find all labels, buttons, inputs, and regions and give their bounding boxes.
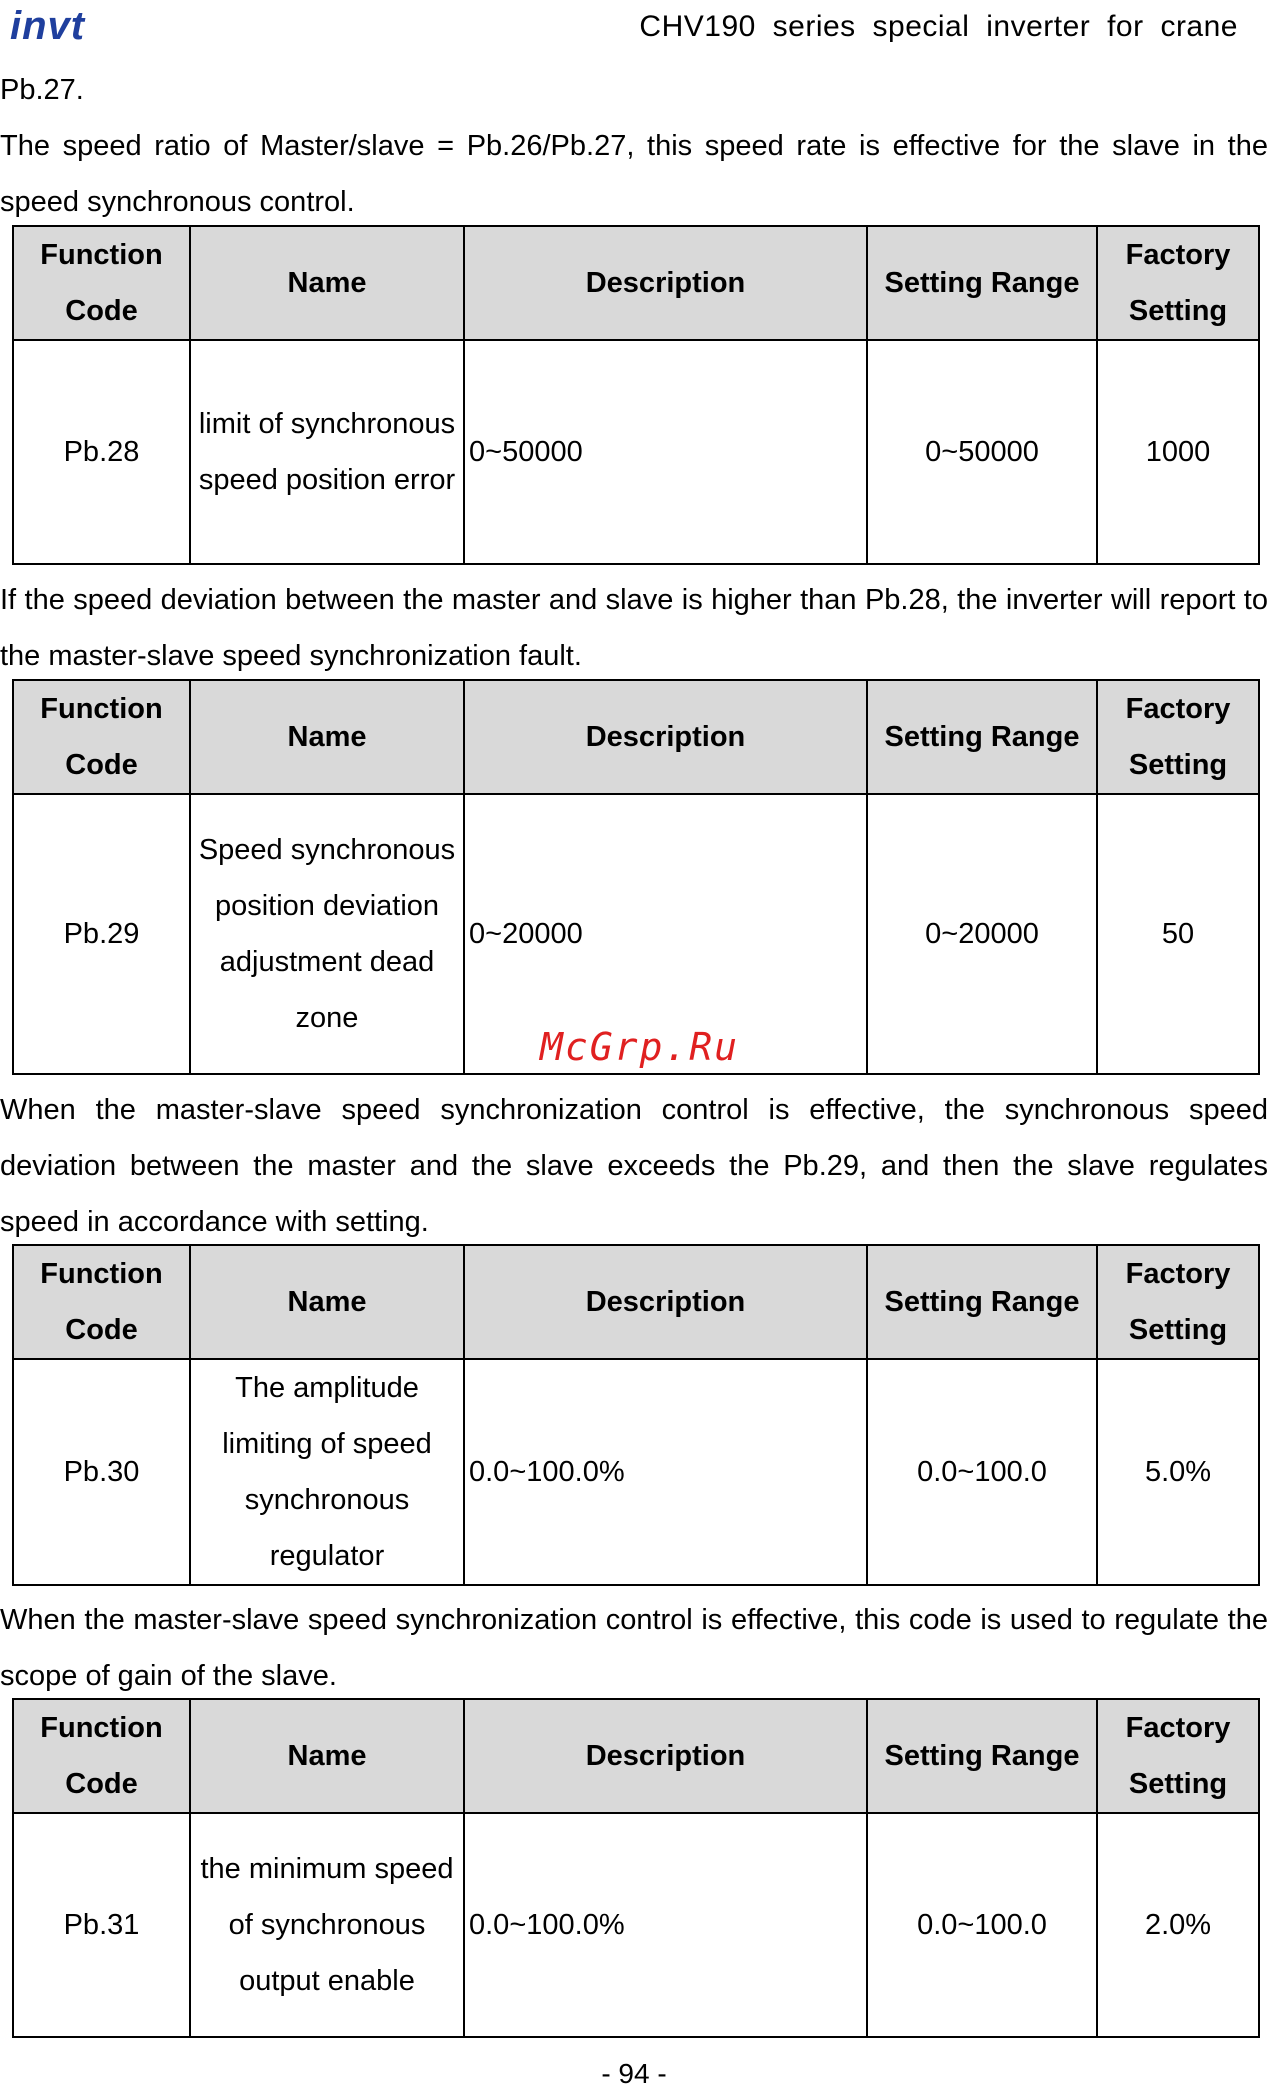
cell-range: 0~50000 bbox=[867, 340, 1097, 564]
cell-description: 0.0~100.0% bbox=[464, 1359, 867, 1585]
cell-range: 0.0~100.0 bbox=[867, 1359, 1097, 1585]
header-factory-setting: Factory Setting bbox=[1097, 1699, 1259, 1813]
cell-name: the minimum speed of synchronous output enable bbox=[190, 1813, 464, 2037]
watermark: McGrp.Ru bbox=[540, 1025, 740, 1069]
table-row bbox=[13, 1359, 1259, 1585]
header-name: Name bbox=[190, 1245, 464, 1359]
cell-factory: 50 bbox=[1097, 794, 1259, 1074]
function-table-pb31 bbox=[12, 1698, 1260, 2038]
header-name: Name bbox=[190, 226, 464, 340]
header-description: Description bbox=[464, 1245, 867, 1359]
header-function-code: Function Code bbox=[13, 1245, 190, 1359]
header-description: Description bbox=[464, 1699, 867, 1813]
table-header-row bbox=[13, 1245, 1259, 1359]
header-factory-setting: Factory Setting bbox=[1097, 680, 1259, 794]
cell-description: 0~20000 bbox=[464, 794, 867, 1074]
header-function-code: Function Code bbox=[13, 680, 190, 794]
header-factory-setting: Factory Setting bbox=[1097, 226, 1259, 340]
header-setting-range: Setting Range bbox=[867, 226, 1097, 340]
header-name: Name bbox=[190, 1699, 464, 1813]
table-header-row bbox=[13, 680, 1259, 794]
cell-code: Pb.31 bbox=[13, 1813, 190, 2037]
table-header-row bbox=[13, 226, 1259, 340]
paragraph-gain-scope: When the master-slave speed synchronization control is effective, this code is used to regulate the scope of gain of the slave. bbox=[0, 1604, 1268, 1692]
cell-code: Pb.28 bbox=[13, 340, 190, 564]
table-header-row bbox=[13, 1699, 1259, 1813]
header-setting-range: Setting Range bbox=[867, 1245, 1097, 1359]
paragraph-dead-zone: When the master-slave speed synchronization control is effective, the synchronous speed deviation between the master and the slave exceeds the Pb.29, and then the slave regulates speed in accordance with setting. bbox=[0, 1094, 1268, 1238]
paragraph-pb27-continuation: Pb.27. bbox=[0, 74, 84, 106]
function-table-pb28 bbox=[12, 225, 1260, 565]
cell-name: The amplitude limiting of speed synchronous regulator bbox=[190, 1359, 464, 1585]
cell-name: limit of synchronous speed position error bbox=[190, 340, 464, 564]
header-name: Name bbox=[190, 680, 464, 794]
cell-factory: 1000 bbox=[1097, 340, 1259, 564]
header-setting-range: Setting Range bbox=[867, 1699, 1097, 1813]
header-function-code: Function Code bbox=[13, 1699, 190, 1813]
cell-name: Speed synchronous position deviation adjustment dead zone bbox=[190, 794, 464, 1074]
paragraph-speed-deviation: If the speed deviation between the master and slave is higher than Pb.28, the inverter will report to the master-slave speed synchronization fault. bbox=[0, 584, 1268, 672]
table-row bbox=[13, 1813, 1259, 2037]
cell-description: 0.0~100.0% bbox=[464, 1813, 867, 2037]
cell-factory: 5.0% bbox=[1097, 1359, 1259, 1585]
function-table-pb29 bbox=[12, 679, 1260, 1075]
paragraph-speed-ratio: The speed ratio of Master/slave = Pb.26/Pb.27, this speed rate is effective for the slave in the speed synchronous control. bbox=[0, 130, 1268, 218]
document-header-title: CHV190 series special inverter for crane bbox=[639, 10, 1238, 43]
cell-range: 0.0~100.0 bbox=[867, 1813, 1097, 2037]
table-row bbox=[13, 340, 1259, 564]
cell-code: Pb.29 bbox=[13, 794, 190, 1074]
header-setting-range: Setting Range bbox=[867, 680, 1097, 794]
cell-factory: 2.0% bbox=[1097, 1813, 1259, 2037]
header-description: Description bbox=[464, 226, 867, 340]
cell-description: 0~50000 bbox=[464, 340, 867, 564]
cell-code: Pb.30 bbox=[13, 1359, 190, 1585]
page-number: - 94 - bbox=[601, 2058, 667, 2089]
cell-range: 0~20000 bbox=[867, 794, 1097, 1074]
header-factory-setting: Factory Setting bbox=[1097, 1245, 1259, 1359]
header-function-code: Function Code bbox=[13, 226, 190, 340]
header-description: Description bbox=[464, 680, 867, 794]
invt-logo: invt bbox=[10, 4, 86, 48]
function-table-pb30 bbox=[12, 1244, 1260, 1586]
